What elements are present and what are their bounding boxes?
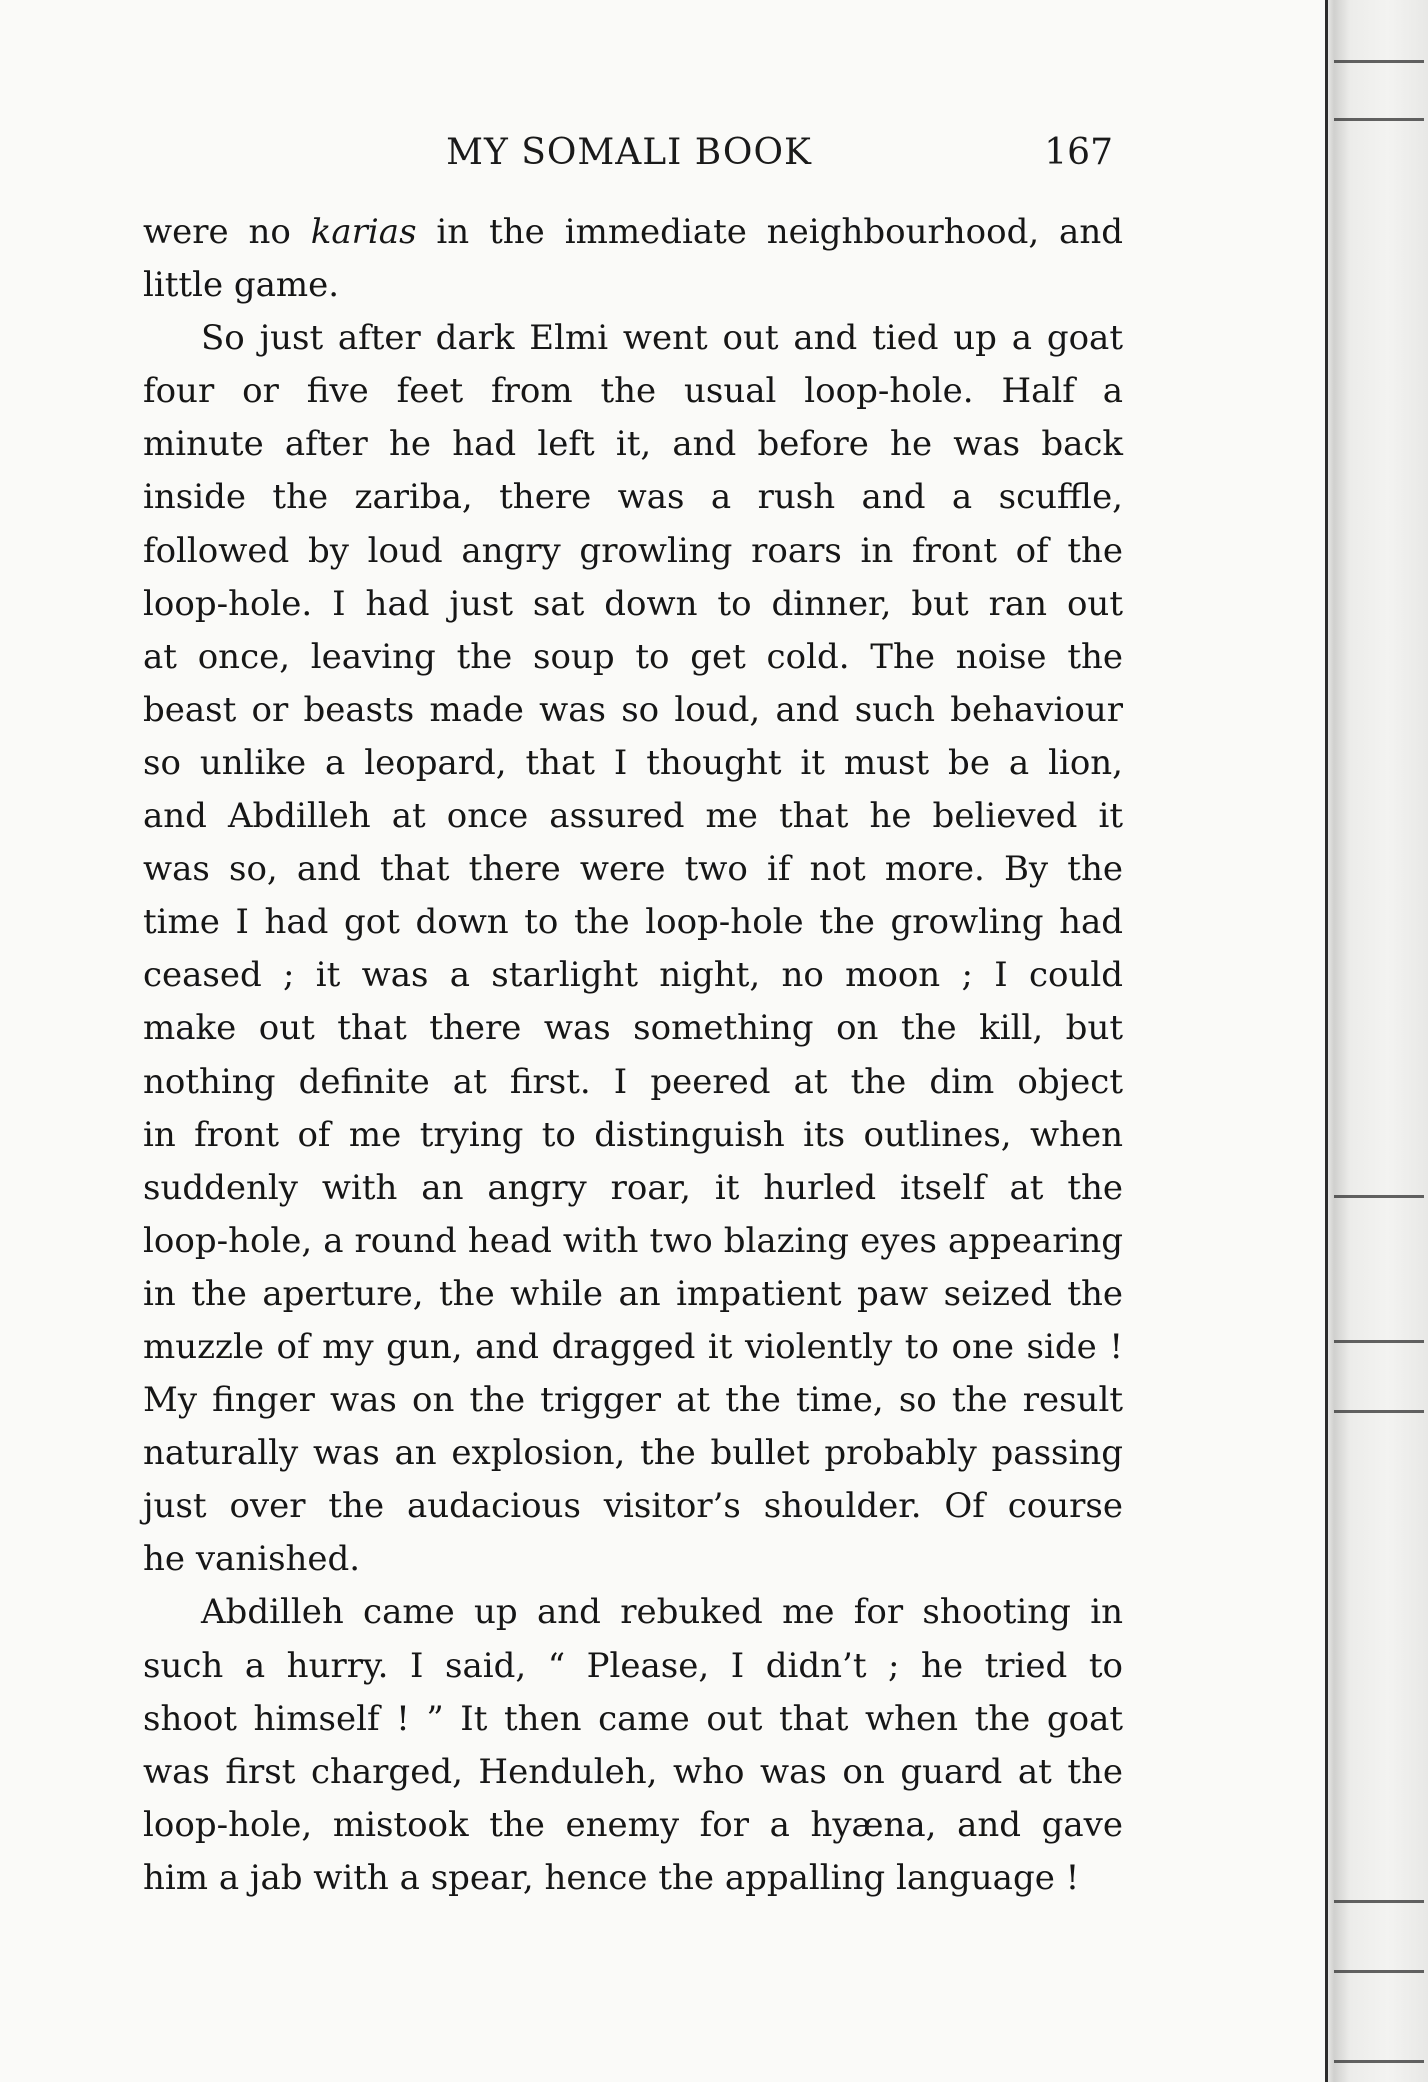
page-number: 167 xyxy=(1044,132,1113,173)
text-line xyxy=(143,1321,1123,1374)
text-line xyxy=(143,1002,1123,1055)
text-line xyxy=(143,1374,1123,1427)
text-line xyxy=(143,525,1123,578)
text-span: was so, and that there were two if not more. By the xyxy=(143,849,1123,890)
text-span: minute after he had left it, and before he was back xyxy=(143,424,1123,465)
text-line xyxy=(143,206,1123,259)
text-line xyxy=(143,1268,1123,1321)
text-line xyxy=(143,259,1123,312)
binding-gutter xyxy=(1325,0,1428,2082)
text-line xyxy=(143,737,1123,790)
text-line xyxy=(143,1586,1123,1639)
text-span: and Abdilleh at once assured me that he believed it xyxy=(143,796,1123,837)
text-line xyxy=(143,471,1123,524)
text-span: such a hurry. I said, “ Please, I didn’t ; he tried to xyxy=(143,1645,1123,1686)
text-span: in the aperture, the while an impatient paw seized the xyxy=(143,1273,1123,1314)
text-line xyxy=(143,631,1123,684)
text-line xyxy=(143,1693,1123,1746)
text-line xyxy=(143,684,1123,737)
text-line xyxy=(143,578,1123,631)
running-head xyxy=(145,132,1113,182)
text-span: So just after dark Elmi went out and tied up a goat xyxy=(201,318,1123,359)
text-span: shoot himself ! ” It then came out that when the goat xyxy=(143,1698,1123,1739)
body-text xyxy=(143,206,1123,1905)
text-line xyxy=(143,1427,1123,1480)
text-span: so unlike a leopard, that I thought it must be a lion, xyxy=(143,742,1123,783)
text-span: time I had got down to the loop-hole the growling had xyxy=(143,902,1123,943)
text-span: just over the audacious visitor’s shoulder. Of course xyxy=(143,1486,1123,1527)
text-span: beast or beasts made was so loud, and such behaviour xyxy=(143,689,1123,730)
text-line xyxy=(143,1533,1123,1586)
text-span: at once, leaving the soup to get cold. The noise the xyxy=(143,636,1123,677)
text-line xyxy=(143,790,1123,843)
text-span: inside the zariba, there was a rush and a scuffle, xyxy=(143,477,1123,518)
text-span: was first charged, Henduleh, who was on guard at the xyxy=(143,1751,1123,1792)
text-span: followed by loud angry growling roars in front of the xyxy=(143,530,1123,571)
text-span: make out that there was something on the kill, but xyxy=(143,1008,1123,1049)
text-line xyxy=(143,1746,1123,1799)
text-span: naturally was an explosion, the bullet probably passing xyxy=(143,1433,1123,1474)
text-span: were no xyxy=(143,212,311,252)
text-span: he vanished. xyxy=(143,1539,361,1580)
text-span: karias xyxy=(310,212,417,252)
text-line xyxy=(143,1215,1123,1268)
text-line xyxy=(143,1480,1123,1533)
text-line xyxy=(143,949,1123,1002)
text-span: little game. xyxy=(143,265,340,306)
text-span: suddenly with an angry roar, it hurled itself at the xyxy=(143,1167,1123,1208)
text-line xyxy=(143,1640,1123,1693)
text-span: loop-hole, a round head with two blazing eyes appearing xyxy=(143,1220,1123,1261)
text-span: him a jab with a spear, hence the appalling language ! xyxy=(143,1857,1080,1898)
text-line xyxy=(143,1852,1123,1905)
running-title: MY SOMALI BOOK xyxy=(446,132,812,173)
text-line xyxy=(143,843,1123,896)
text-span: four or five feet from the usual loop-hole. Half a xyxy=(143,371,1123,412)
text-span: nothing definite at first. I peered at the dim object xyxy=(143,1061,1123,1102)
text-span: Abdilleh came up and rebuked me for shooting in xyxy=(201,1592,1123,1633)
text-line xyxy=(143,312,1123,365)
text-span: loop-hole, mistook the enemy for a hyæna, and gave xyxy=(143,1804,1123,1845)
text-line xyxy=(143,1162,1123,1215)
text-line xyxy=(143,1109,1123,1162)
text-span: in the immediate neighbourhood, and xyxy=(416,212,1123,252)
text-line xyxy=(143,418,1123,471)
text-line xyxy=(143,1056,1123,1109)
text-span: ceased ; it was a starlight night, no moon ; I could xyxy=(143,955,1123,996)
text-span: muzzle of my gun, and dragged it violently to one side ! xyxy=(143,1326,1123,1367)
text-span: loop-hole. I had just sat down to dinner, but ran out xyxy=(143,583,1123,624)
text-line xyxy=(143,1799,1123,1852)
text-span: My finger was on the trigger at the time, so the result xyxy=(143,1380,1123,1421)
text-span: in front of me trying to distinguish its outlines, when xyxy=(143,1114,1123,1155)
text-line xyxy=(143,365,1123,418)
text-line xyxy=(143,896,1123,949)
